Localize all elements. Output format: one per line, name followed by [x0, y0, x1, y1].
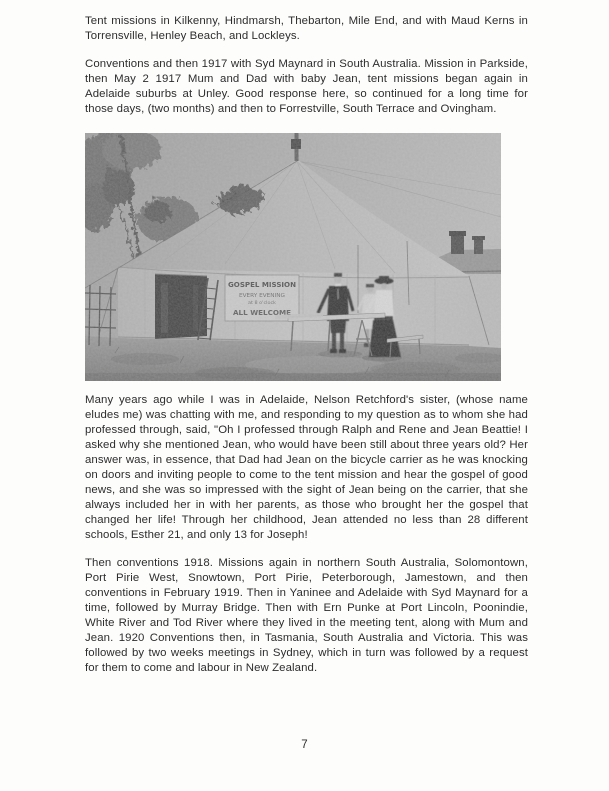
- text-block: [85, 14, 528, 689]
- tent-photo-illustration: [85, 133, 501, 381]
- paragraph-conventions-1917: Conventions and then 1917 with Syd Maynard in South Australia. Mission in Parkside, then May 2 1917 Mum and Dad with baby Jean, tent missions began again in Adelaide suburbs at Unley. Good response here, so continued for a long time for those days, (two months) and then to Forrestville, South Terrace and Ovingham.: [85, 58, 528, 115]
- paragraph-tent-missions: Tent missions in Kilkenny, Hindmarsh, Thebarton, Mile End, and with Maud Kerns in Torrensville, Henley Beach, and Lockleys.: [85, 15, 528, 42]
- grain-overlay-light: [85, 133, 501, 381]
- page-number: 7: [301, 739, 308, 751]
- tent-mission-photo: [85, 133, 501, 381]
- paragraph-conventions-1918: Then conventions 1918. Missions again in northern South Australia, Solomontown, Port Pirie West, Snowtown, Port Pirie, Peterborough, Jamestown, and then conventions in February 1919. Then in Yaninee and Adelaide with Syd Maynard for a time, followed by Murray Bridge. Then with Ern Punke at Port Lincoln, Poonindie, White River and Tod River where they lived in the meeting tent, along with Mum and Jean. 1920 Conventions then, in Tasmania, South Australia and Victoria. This was followed by two weeks meetings in Sydney, which in turn was followed by a request for them to come and labour in New Zealand.: [85, 557, 528, 674]
- paragraph-adelaide-story: Many years ago while I was in Adelaide, Nelson Retchford's sister, (whose name eludes me) was chatting with me, and responding to my question as to whom she had professed through, said, "Oh I professed through Ralph and Rene and Jean Beattie! I asked why she mentioned Jean, who would have been still about three years old? Her answer was, in essence, that Dad had Jean on the bicycle carrier as he was knocking on doors and inviting people to come to the tent mission and hear the gospel of good news, and she was so impressed with the sight of Jean being on the carrier, that she always included her in with her parents, as those who brought her the gospel that changed her life! Through her childhood, Jean attended no less than 28 different schools, Esther 21, and only 13 for Joseph!: [85, 394, 528, 541]
